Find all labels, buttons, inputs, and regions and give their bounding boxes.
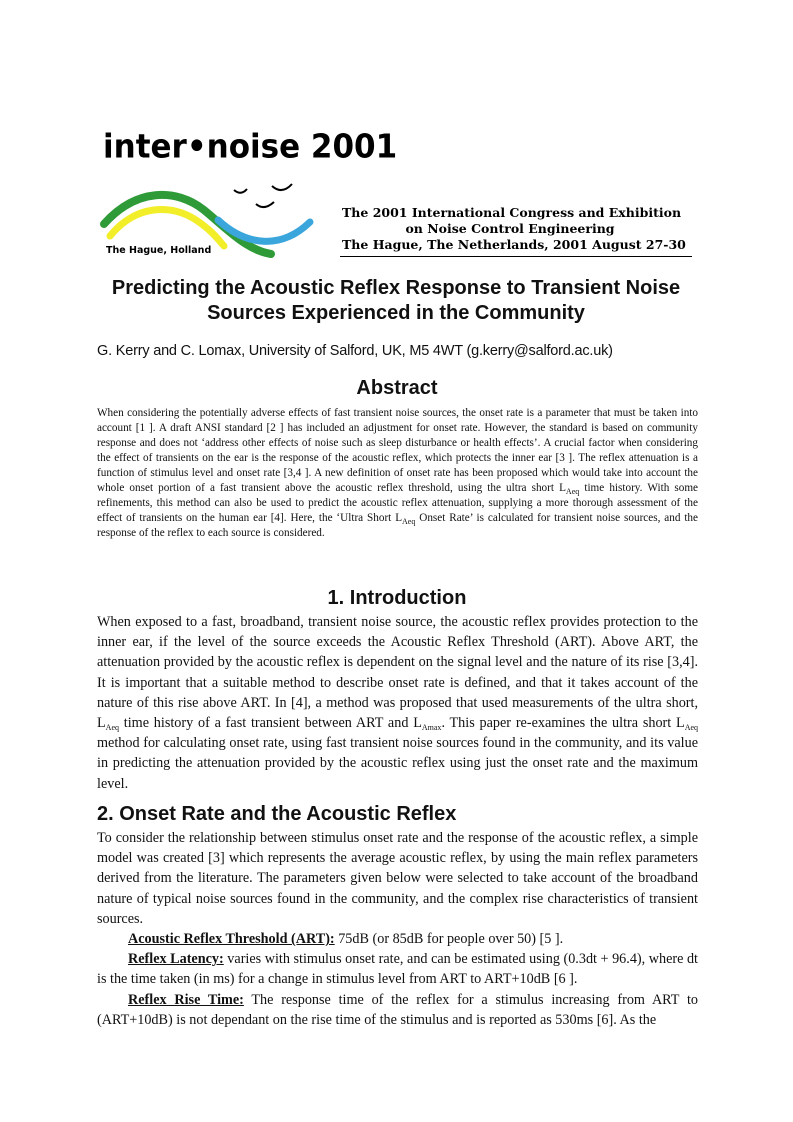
parameter-text: The response time of the reflex for a stimulus increasing from ART to (ART+10dB) is not dependant on the rise time of the stimulus and is reported as 530ms [6]. As the [97, 991, 699, 1028]
abstract-subscript: Aeq [402, 517, 416, 526]
abstract-subscript: Aeq [565, 487, 580, 496]
congress-header [342, 205, 686, 253]
parameter-term: Reflex Latency: [128, 951, 224, 968]
parameter-term: Acoustic Reflex Threshold (ART): [128, 931, 335, 948]
conference-logo-city: The Hague, Holland [106, 245, 212, 256]
logo-smile-mid [256, 202, 274, 207]
abstract-text-part: time history. With some refinements, this method can also be used to predict the acoustic reflex attenuation, supplying a more thorough assessment of the effect of transients on the human ear [4]. Here, the ‘Ultra Short L [97, 482, 698, 524]
onset-paragraph: To consider the relationship between stimulus onset rate and the response of the acoustic reflex, a simple model was created [3] which represents the average acoustic reflex, by using the main reflex parameters derived from the literature. The parameters given below were selected to take account of the broadband nature of typical noise sources found in the community, and the complex rise characteristics of transient sources. [97, 830, 698, 927]
intro-text-part: . This paper re-examines the ultra short L [441, 715, 685, 732]
header-divider [340, 256, 692, 257]
abstract-text-part: When considering the potentially adverse effects of fast transient noise sources, the onset rate is a parameter that must be taken into account [1 ]. A draft ANSI standard [2 ] has included an adjustment for onset rate. However, the standard is based on community response and does not ‘address other effects of noise such as sleep disturbance or health effects’. A crucial factor when considering the effect of transients on the ear is the response of the acoustic reflex, which protects the inner ear [3 ]. The reflex attenuation is a function of stimulus level and onset rate [3,4 ]. A new definition of onset rate has been proposed which would take into account the whole onset portion of a fast transient above the acoustic reflex threshold, using the ultra short L [97, 407, 698, 494]
intro-text-part: When exposed to a fast, broadband, transient noise source, the acoustic reflex provides protection to the inner ear, if the level of the source exceeds the Acoustic Reflex Threshold (ART). Above ART, the attenuation provided by the acoustic reflex is dependent on the signal level and the nature of its rise [3,4]. It is important that a suitable method to describe onset rate is defined, and that it takes account of the nature of this rise above ART. In [4], a method was proposed that used measurements of the ultra short, L [97, 614, 698, 732]
intro-text-part: time history of a fast transient between ART and L [119, 715, 422, 732]
onset-section-body [97, 828, 698, 1030]
abstract-heading: Abstract [356, 377, 438, 399]
section-heading-onset-rate: 2. Onset Rate and the Acoustic Reflex [97, 803, 457, 825]
paper-title: Predicting the Acoustic Reflex Response to Transient Noise Sources Experienced in the Community [111, 277, 681, 324]
conference-logo-wordmark: inter•noise 2001 [103, 128, 398, 166]
intro-text-part: method for calculating onset rate, using fast transient noise sources found in the community, and its value in predicting the attenuation provided by the acoustic reflex using just the onset rate and the maximum level. [97, 735, 698, 792]
congress-line-1: The 2001 International Congress and Exhibition [342, 205, 682, 220]
parameter-text: 75dB (or 85dB for people over 50) [5 ]. [334, 931, 564, 948]
logo-smile-large [272, 184, 292, 190]
abstract-text-part: Onset Rate’ is calculated for transient noise sources, and the response of the reflex to each source is considered. [97, 512, 698, 539]
parameter-item-rise-time [97, 990, 698, 1030]
abstract-paragraph [97, 406, 698, 541]
intro-subscript: Aeq [684, 723, 699, 733]
parameter-item-latency [97, 949, 698, 989]
parameter-item-art [97, 929, 698, 949]
parameter-text: varies with stimulus onset rate, and can be estimated using (0.3dt + 96.4), where dt is the time taken (in ms) for a change in stimulus level from ART to ART+10dB [6 ]. [97, 951, 698, 988]
section-heading-introduction: 1. Introduction [327, 587, 467, 609]
logo-smile-small [234, 189, 247, 193]
introduction-paragraph [97, 612, 698, 794]
congress-line-2: on Noise Control Engineering [405, 221, 615, 236]
author-line: G. Kerry and C. Lomax, University of Salford, UK, M5 4WT (g.kerry@salford.ac.uk) [97, 343, 613, 359]
parameter-term: Reflex Rise Time: [128, 991, 244, 1008]
congress-line-3: The Hague, The Netherlands, 2001 August 27-30 [342, 237, 686, 252]
intro-subscript: Amax [421, 723, 442, 733]
intro-subscript: Aeq [105, 723, 119, 733]
